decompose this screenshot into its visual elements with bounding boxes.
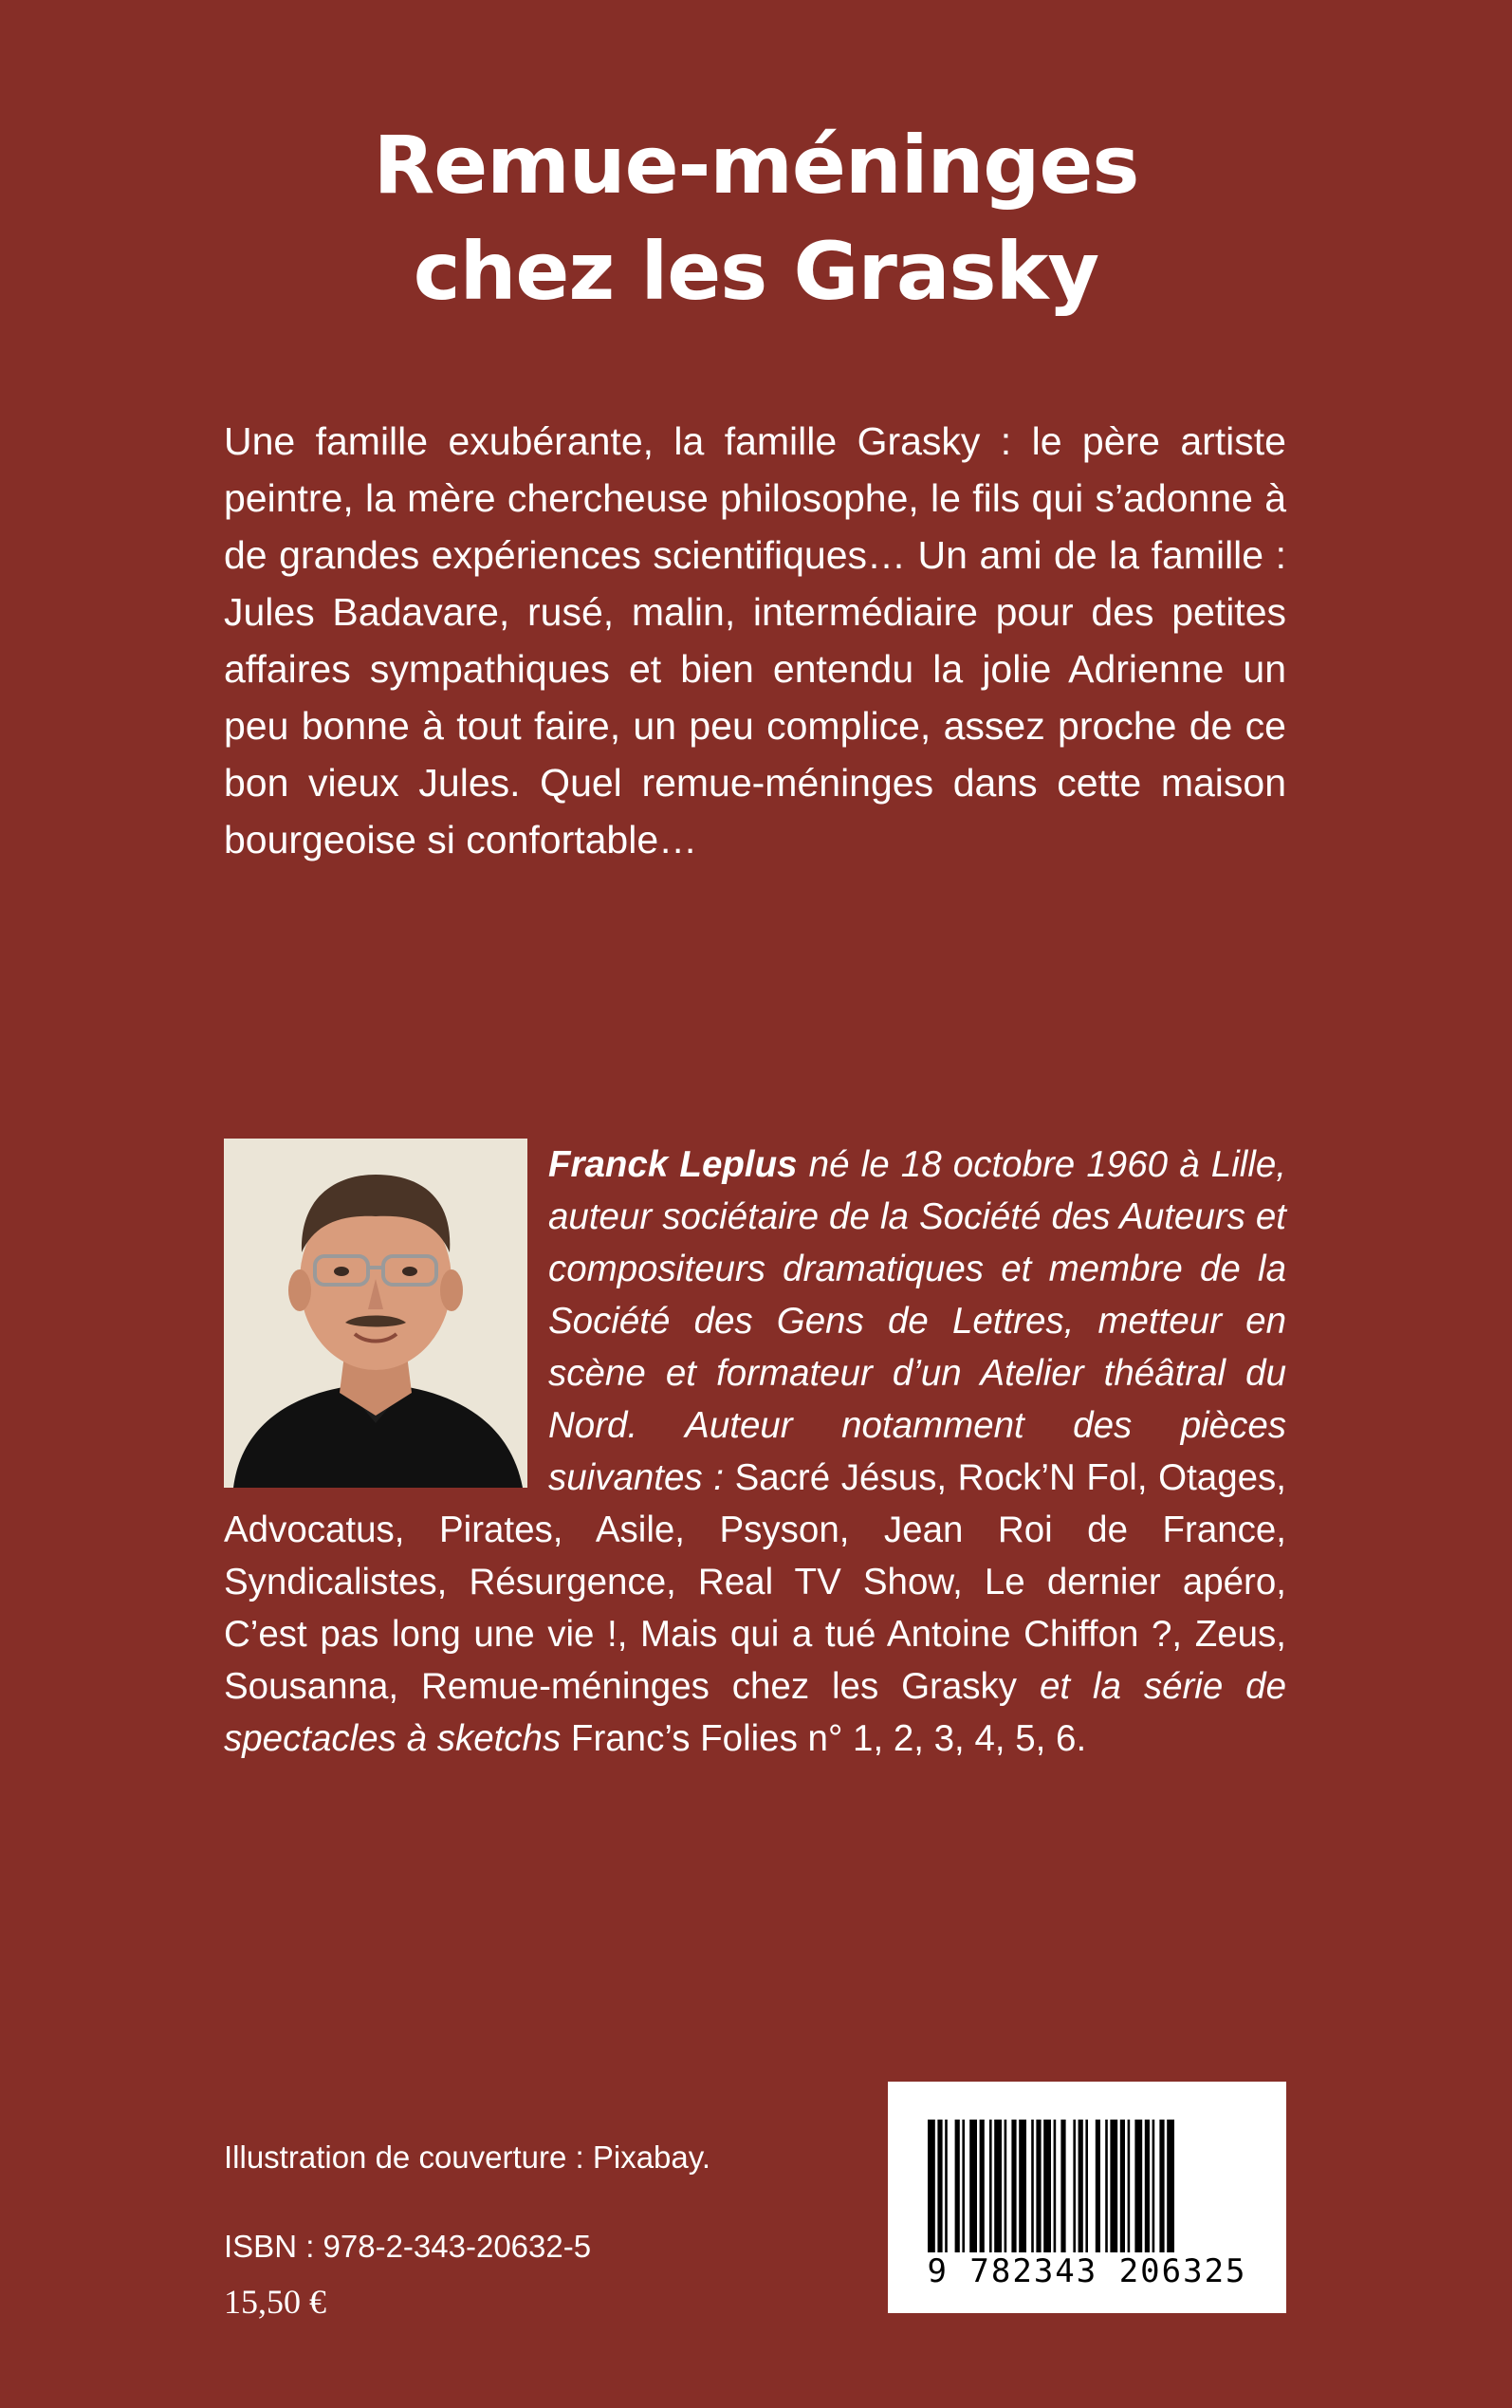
author-bio-text: né le 18 octobre 1960 à Lille, auteur sociétaire de la Société des Auteurs et compositeurs dramatiques et membre de la Société des Gens de Lettres, metteur en scène et formateur d’un Atelier théâtral du Nord. Auteur notamment des pièces suivantes : (548, 1144, 1286, 1498)
isbn-text: ISBN : 978-2-343-20632-5 (224, 2229, 592, 2264)
barcode-digits: 9 782343 206325 (927, 2252, 1247, 2290)
book-title-line-2: chez les Grasky (413, 225, 1099, 318)
author-section (224, 1139, 1286, 1765)
author-portrait-illustration (224, 1139, 527, 1488)
book-title (0, 112, 1512, 324)
price-text: 15,50 € (224, 2283, 326, 2321)
author-series-intro: et la série de spectacles à sketchs (224, 1666, 1286, 1759)
book-blurb: Une famille exubérante, la famille Grasky : le père artiste peintre, la mère chercheuse philosophe, le fils qui s’adonne à de grandes expériences scientifiques… Un ami de la famille : Jules Badavare, rusé, malin, intermédiaire pour des petites affaires sympathiques et bien entendu la jolie Adrienne un peu bonne à tout faire, un peu complice, assez proche de ce bon vieux Jules. Quel remue-méninges dans cette maison bourgeoise si confortable… (224, 419, 1286, 861)
author-works-list: Sacré Jésus, Rock’N Fol, Otages, Advocatus, Pirates, Asile, Psyson, Jean Roi de France, Syndicalistes, Résurgence, Real TV Show, Le dernier apéro, C’est pas long une vie !, Mais qui a tué Antoine Chiffon ?, Zeus, Sousanna, Remue-méninges chez les Grasky (224, 1457, 1286, 1707)
cover-illustration-credit: Illustration de couverture : Pixabay. (224, 2139, 710, 2175)
author-name: Franck Leplus (548, 1144, 798, 1185)
book-title-line-1: Remue-méninges (373, 119, 1139, 212)
author-photo (224, 1139, 527, 1488)
barcode (888, 2082, 1286, 2313)
author-series-title: Franc’s Folies n° 1, 2, 3, 4, 5, 6. (570, 1718, 1087, 1759)
